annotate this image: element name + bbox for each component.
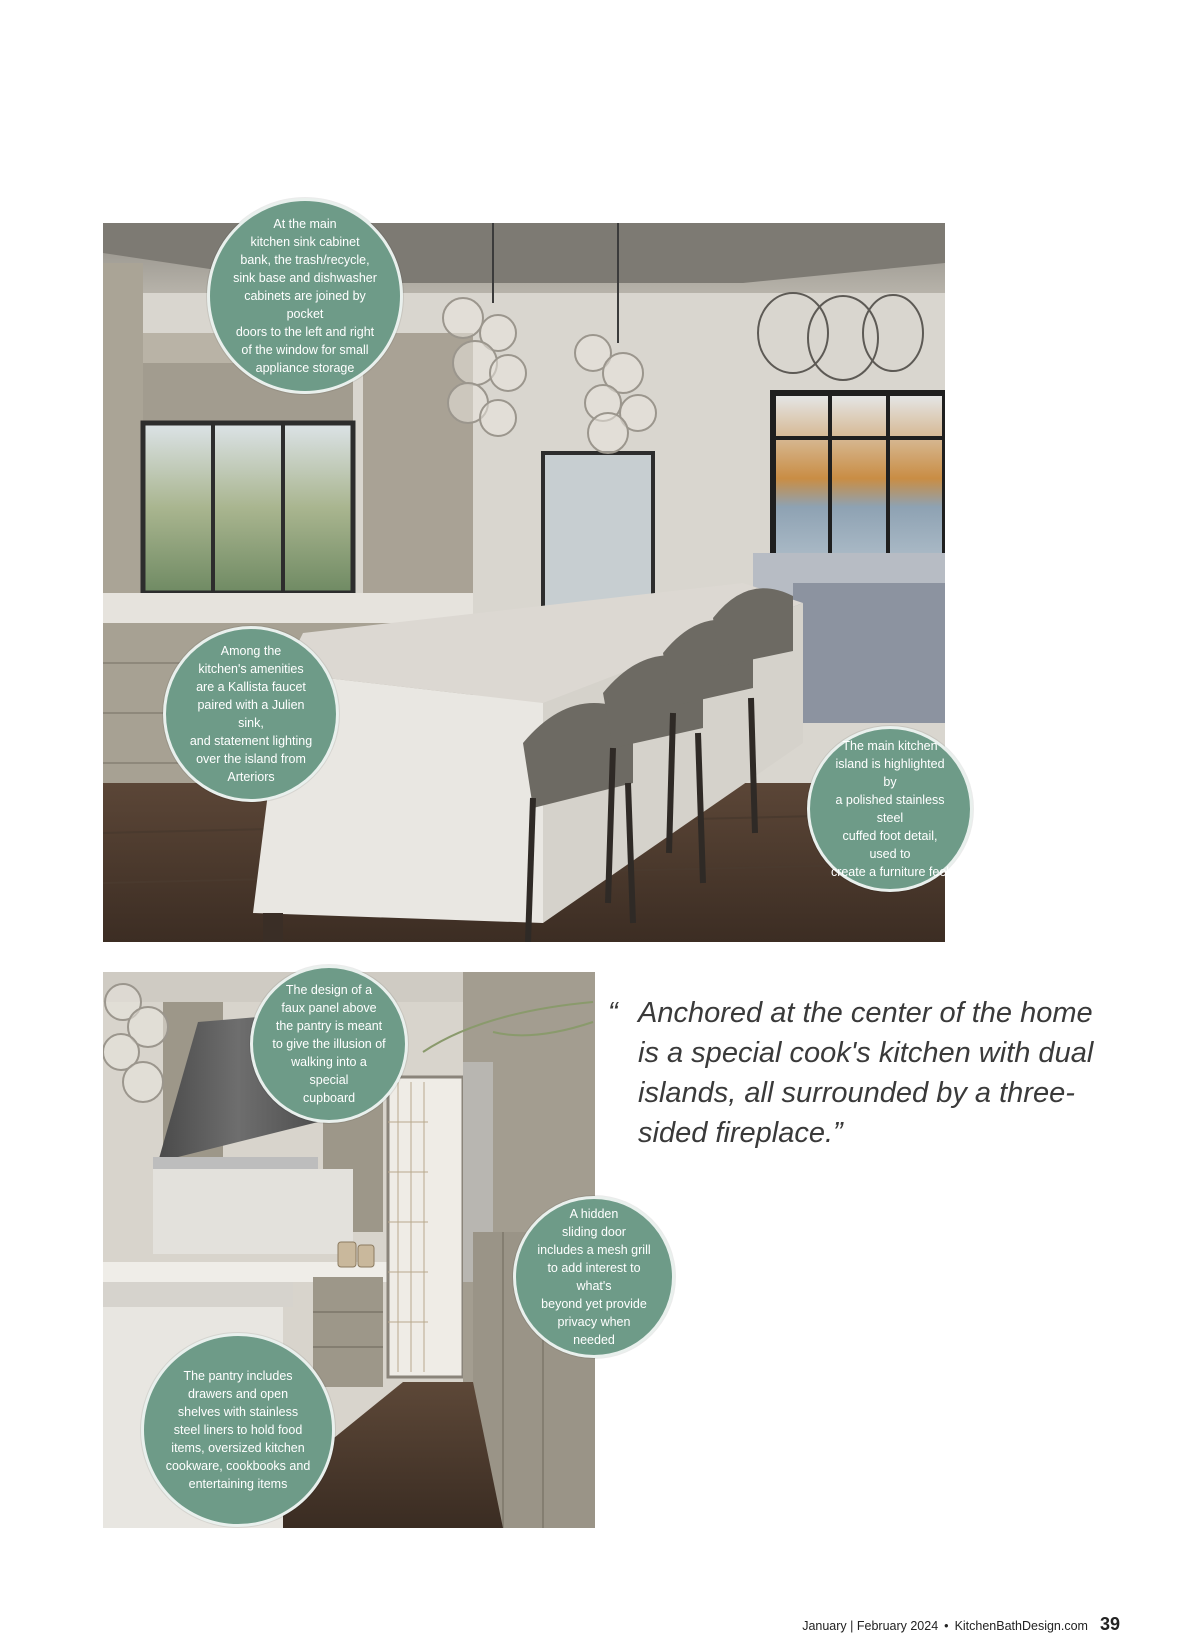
callout-pantry-text: The pantry includes drawers and open shelves with stainless steel liners to hold food items, oversized kitchen cookware, cookbooks and entertaining items (165, 1369, 311, 1491)
callout-faux-panel-text: The design of a faux panel above the pantry is meant to give the illusion of walking into a special cupboard (272, 983, 386, 1105)
callout-sink-cabinet (207, 198, 403, 394)
callout-hidden-door (513, 1196, 675, 1358)
callout-amenities (163, 626, 339, 802)
page-footer (802, 1614, 1120, 1635)
pull-quote (608, 993, 1094, 1153)
callout-amenities-text: Among the kitchen's amenities are a Kallista faucet paired with a Julien sink, and statement lighting over the island from Arteriors (189, 644, 313, 784)
issue-date: January | February 2024 (802, 1619, 939, 1633)
quote-open-mark: “ (608, 997, 618, 1029)
callout-hidden-door-text: A hidden sliding door includes a mesh grill to add interest to what's beyond yet provide privacy when needed (537, 1207, 651, 1347)
pull-quote-text: Anchored at the center of the home is a special cook's kitchen with dual islands, all surrounded by a three-sided fireplace.” (638, 997, 1094, 1149)
website-url: KitchenBathDesign.com (954, 1619, 1088, 1633)
callout-sink-text: At the main kitchen sink cabinet bank, the trash/recycle, sink base and dishwasher cabinets are joined by pocket doors to the left and right of the window for small appliance storage (233, 217, 377, 375)
page-number: 39 (1099, 1614, 1120, 1634)
callout-pantry (141, 1333, 335, 1527)
callout-island (807, 726, 973, 892)
callout-faux-panel (250, 965, 408, 1123)
footer-separator: • (944, 1619, 949, 1633)
callout-island-text: The main kitchen island is highlighted by a polished stainless steel cuffed foot detail, used to create a furniture feel (830, 739, 950, 879)
